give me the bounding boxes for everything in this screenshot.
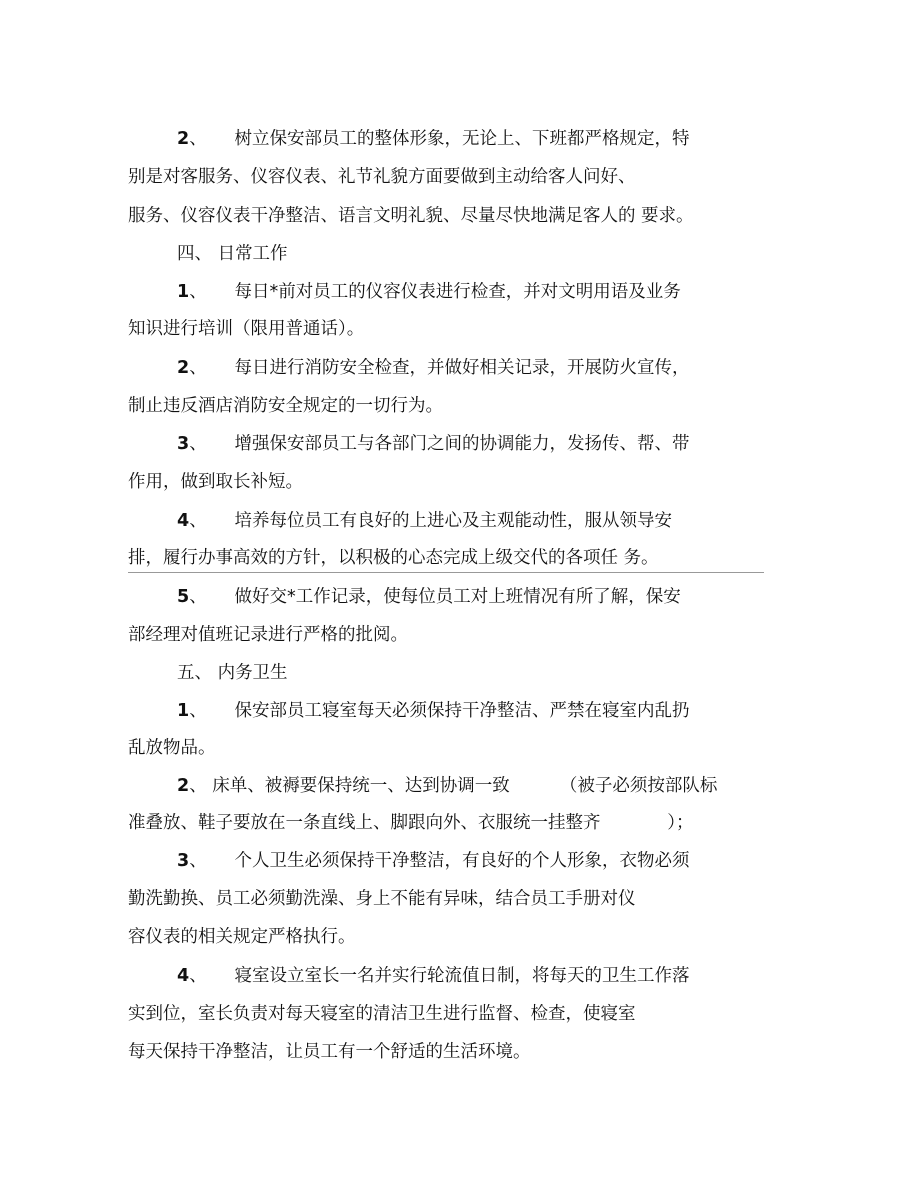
paragraph-line: 每天保持干净整洁，让员工有一个舒适的生活环境。 [128, 1042, 531, 1062]
paragraph-line [177, 965, 690, 987]
item-number: 3 [177, 434, 190, 454]
paragraph-line [177, 850, 690, 872]
paragraph-line: 部经理对值班记录进行严格的批阅。 [128, 625, 408, 645]
item-text: 、 每日*前对员工的仪容仪表进行检查，并对文明用语及业务 [189, 282, 681, 302]
item-number: 4 [177, 511, 190, 531]
item-number: 2 [177, 776, 190, 796]
item-number: 3 [177, 851, 190, 871]
paragraph-line: 排，履行办事高效的方针，以积极的心态完成上级交代的各项任 务。 [128, 548, 659, 568]
section-heading: 四、 日常工作 [177, 244, 288, 264]
item-number: 4 [177, 966, 190, 986]
paragraph-line [177, 700, 690, 722]
paragraph-line [177, 433, 690, 455]
item-text: 、 床单、被褥要保持统一、达到协调一致 （被子必须按部队标 [189, 776, 718, 796]
paragraph-line [177, 281, 681, 303]
item-text: 、 树立保安部员工的整体形象，无论上、下班都严格规定，特 [189, 129, 690, 149]
paragraph-line: 作用，做到取长补短。 [128, 472, 303, 492]
item-number: 2 [177, 129, 190, 149]
paragraph-line [177, 586, 681, 608]
paragraph-line: 容仪表的相关规定严格执行。 [128, 927, 356, 947]
item-text: 、 培养每位员工有良好的上进心及主观能动性，服从领导安 [189, 511, 672, 531]
item-number: 1 [177, 701, 190, 721]
item-text: 、 保安部员工寝室每天必须保持干净整洁、严禁在寝室内乱扔 [189, 701, 690, 721]
paragraph-line: 勤洗勤换、员工必须勤洗澡、身上不能有异味，结合员工手册对仪 [128, 889, 636, 909]
paragraph-line: 制止违反酒店消防安全规定的一切行为。 [128, 396, 443, 416]
paragraph-line: 知识进行培训（限用普通话）。 [128, 319, 365, 339]
paragraph-line [177, 128, 690, 150]
item-number: 2 [177, 358, 190, 378]
item-text: 、 寝室设立室长一名并实行轮流值日制，将每天的卫生工作落 [189, 966, 690, 986]
paragraph-line: 别是对客服务、仪容仪表、礼节礼貌方面要做到主动给客人问好、 [128, 167, 636, 187]
item-number: 5 [177, 587, 190, 607]
paragraph-line: 准叠放、鞋子要放在一条直线上、脚跟向外、衣服统一挂整齐 ）； [128, 813, 694, 833]
paragraph-line: 乱放物品。 [128, 738, 216, 758]
item-text: 、 做好交*工作记录，使每位员工对上班情况有所了解，保安 [189, 587, 681, 607]
paragraph-line [177, 357, 690, 379]
paragraph-line [177, 775, 717, 797]
paragraph-line [177, 510, 672, 532]
item-text: 、 个人卫生必须保持干净整洁，有良好的个人形象，衣物必须 [189, 851, 690, 871]
item-number: 1 [177, 282, 190, 302]
page-divider [128, 572, 764, 573]
section-heading: 五、 内务卫生 [177, 663, 288, 683]
paragraph-line: 实到位，室长负责对每天寝室的清洁卫生进行监督、检查，使寝室 [128, 1004, 636, 1024]
item-text: 、 增强保安部员工与各部门之间的协调能力，发扬传、帮、带 [189, 434, 690, 454]
paragraph-line: 服务、仪容仪表干净整洁、语言文明礼貌、尽量尽快地满足客人的 要求。 [128, 206, 694, 226]
item-text: 、 每日进行消防安全检查，并做好相关记录，开展防火宣传， [189, 358, 690, 378]
